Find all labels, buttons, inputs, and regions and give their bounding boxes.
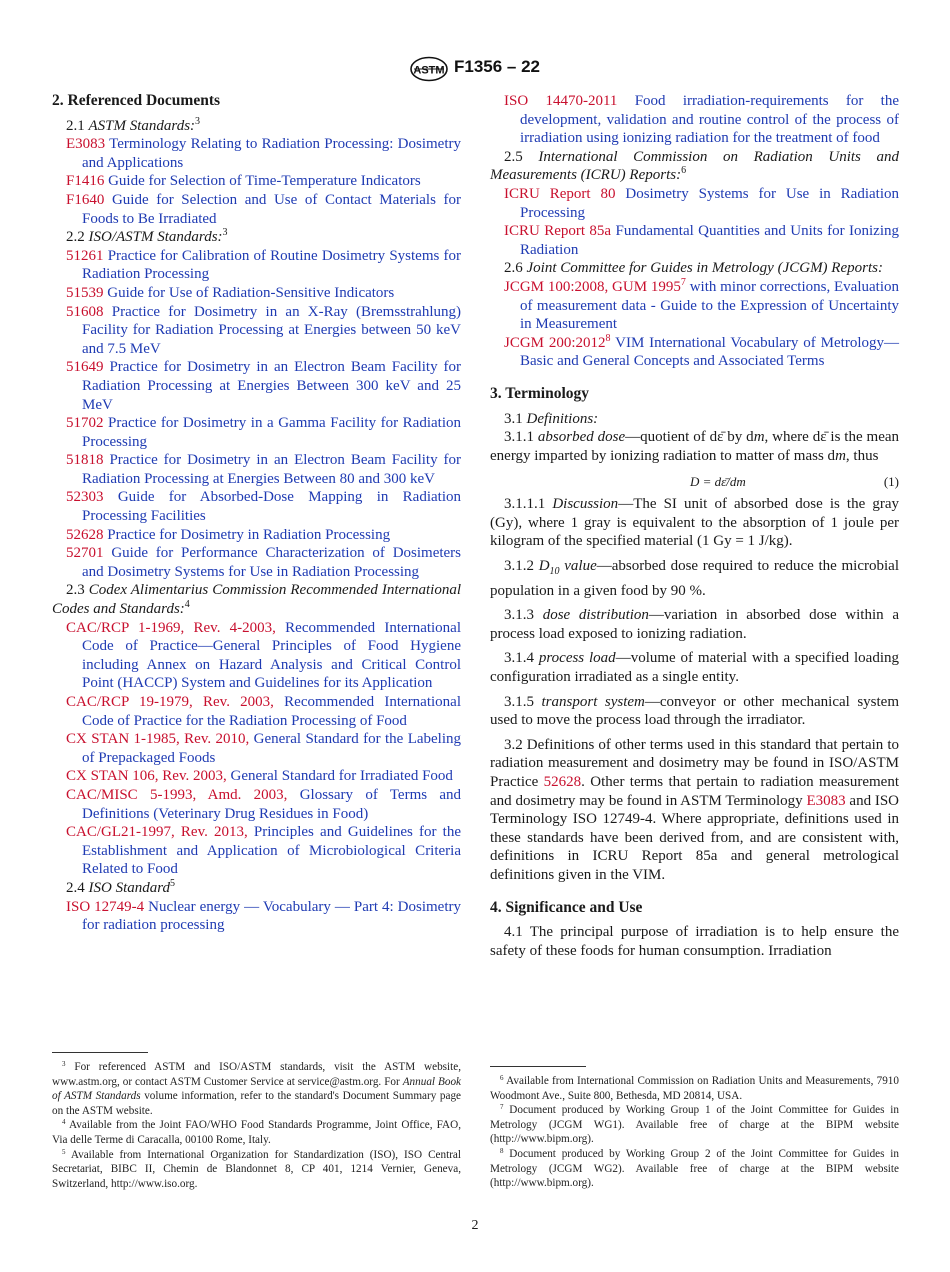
- footnote-7: $^7$ Document produced by Working Group 1 of the Joint Committee for Guides in Metrology (JCGM WG1). Available free of charge at the BIPM website (http://www.bipm.org).: [490, 1103, 899, 1146]
- reference-item[interactable]: 51818 Practice for Dosimetry in an Electron Beam Facility for Radiation Processing at Energies Between 80 and 300 keV: [66, 452, 461, 487]
- equation-1: [490, 469, 899, 493]
- reference-item[interactable]: 52701 Guide for Performance Characterization of Dosimeters and Dosimetry Systems for Use in Radiation Processing: [66, 545, 462, 580]
- page-number: 2: [471, 1218, 479, 1233]
- reference-item[interactable]: 51261 Practice for Calibration of Routine Dosimetry Systems for Radiation Processing: [66, 247, 462, 283]
- reference-item[interactable]: ICRU Report 85a Fundamental Quantities and Units for Ionizing Radiation: [504, 223, 900, 258]
- reference-item[interactable]: CX STAN 106, Rev. 2003, General Standard for Irradiated Food: [66, 768, 453, 785]
- footnote-6: $^6$ Available from International Commission on Radiation Units and Measurements, 7910 Woodmont Ave., Suite 800, Bethesda, MD 20814, USA.: [490, 1074, 899, 1102]
- svg-text:ASTM: ASTM: [413, 64, 445, 77]
- reference-item[interactable]: CAC/GL21-1997, Rev. 2013, Principles and Guidelines for the Establishment and Application of Microbiological Criteria Related to Food: [66, 824, 461, 878]
- footnote-4: $^4$ Available from the Joint FAO/WHO Food Standards Programme, Joint Office, FAO, Via delle Terme di Caracalla, 00100 Rome, Italy.: [52, 1118, 461, 1146]
- document-id: F1356 – 22: [454, 57, 541, 76]
- discussion-absorbed-dose: 3.1.1.1 Discussion—The SI unit of absorbed dose is the gray (Gy), where 1 gray is equivalent to the absorption of 1 joule per kilogram of the specified material (1 Gy = 1 J/kg).: [490, 496, 899, 550]
- reference-item[interactable]: ISO 12749-4 Nuclear energy — Vocabulary — Part 4: Dosimetry for radiation processing: [66, 898, 461, 934]
- left-column: [52, 92, 461, 935]
- subsection-2-4: 2.4 ISO Standard$^5$: [66, 877, 176, 896]
- section-2-heading: 2. Referenced Documents: [52, 92, 221, 109]
- reference-item[interactable]: CAC/RCP 19-1979, Rev. 2003, Recommended International Code of Practice for the Radiation Processing of Food: [66, 694, 462, 729]
- link-52628[interactable]: 52628: [543, 774, 582, 790]
- iso-astm-reference-list: [52, 247, 461, 582]
- subsection-2-1: 2.1 ASTM Standards:$^3$: [66, 115, 201, 134]
- reference-item[interactable]: JCGM 200:2012$^8$ VIM International Vocabulary of Metrology—Basic and General Concepts and Associated Terms: [504, 332, 899, 370]
- reference-item[interactable]: 51649 Practice for Dosimetry in an Electron Beam Facility for Radiation Processing at Energies Between 300 keV and 25 MeV: [66, 359, 461, 413]
- equation-number: (1): [883, 474, 899, 490]
- subsection-3-1: 3.1 Definitions:: [504, 410, 599, 427]
- link-e3083[interactable]: E3083: [806, 792, 846, 809]
- footnote-divider: [52, 1052, 148, 1053]
- section-4-heading: 4. Significance and Use: [490, 898, 643, 916]
- footnote-5: $^5$ Available from International Organization for Standardization (ISO), ISO Central Secretariat, BIBC II, Chemin de Blandonnet 8, CP 401, 1214 Vernier, Geneva, Switzerland, http://www.iso.org.: [52, 1147, 461, 1190]
- reference-item[interactable]: 51608 Practice for Dosimetry in an X-Ray (Bremsstrahlung) Facility for Radiation Processing at Energies between 50 keV and 7.5 MeV: [66, 303, 461, 357]
- subsection-2-3: 2.3 Codex Alimentarius Commission Recommended International Codes and Standards:$^4$: [52, 582, 461, 618]
- reference-item[interactable]: CAC/RCP 1-1969, Rev. 4-2003, Recommended International Code of Practice—General Principles of Food Hygiene including Annex on Hazard Analysis and Critical Control Point (HACCP) System and Guidelines for its Application: [66, 619, 462, 692]
- equation-formula: D = dε̄/dm: [690, 474, 746, 490]
- reference-item[interactable]: 52303 Guide for Absorbed-Dose Mapping in Radiation Processing Facilities: [66, 489, 461, 525]
- jcgm-reference-list: [490, 278, 899, 371]
- iso-reference-list: [52, 898, 461, 935]
- definition-d10-value: 3.1.2 $D_{10}$ value—absorbed dose required to reduce the microbial population in a given food by 90 %.: [490, 558, 899, 599]
- footnotes-right: [490, 1074, 899, 1191]
- definition-dose-distribution: 3.1.3 dose distribution—variation in absorbed dose within a process load exposed to ionizing radiation.: [490, 607, 899, 642]
- reference-item[interactable]: E3083 Terminology Relating to Radiation Processing: Dosimetry and Applications: [66, 136, 461, 171]
- reference-item[interactable]: F1416 Guide for Selection of Time-Temperature Indicators: [66, 173, 421, 190]
- right-column: [490, 92, 899, 960]
- subsection-2-5: 2.5 International Commission on Radiation Units and Measurements (ICRU) Reports:$^6$: [490, 148, 899, 184]
- footnote-3: $^3$ For referenced ASTM and ISO/ASTM standards, visit the ASTM website, www.astm.org, or contact ASTM Customer Service at service@astm.org. For Annual Book of ASTM Standards volume information, refer to the standard's Document Summary page on the ASTM website.: [52, 1060, 462, 1117]
- astm-logo-icon: [409, 56, 449, 82]
- reference-item[interactable]: CX STAN 1-1985, Rev. 2010, General Standard for the Labeling of Prepackaged Foods: [66, 731, 462, 766]
- section-3-heading: 3. Terminology: [490, 384, 590, 402]
- reference-item[interactable]: 51539 Guide for Use of Radiation-Sensitive Indicators: [66, 284, 395, 301]
- definition-process-load: 3.1.4 process load—volume of material with a specified loading configuration irradiated as a single entity.: [490, 650, 899, 686]
- reference-item[interactable]: 52628 Practice for Dosimetry in Radiation Processing: [66, 526, 391, 543]
- astm-reference-list: [52, 135, 461, 228]
- reference-item[interactable]: ICRU Report 80 Dosimetry Systems for Use in Radiation Processing: [504, 185, 900, 221]
- reference-item[interactable]: F1640 Guide for Selection and Use of Contact Materials for Foods to Be Irradiated: [66, 191, 461, 227]
- paragraph-4-1: 4.1 The principal purpose of irradiation is to help ensure the safety of these foods for human consumption. Irradiation: [490, 924, 899, 959]
- reference-item[interactable]: ISO 14470-2011 Food irradiation-requirements for the development, validation and routine control of the process of irradiation using ionizing radiation for the treatment of food: [504, 93, 900, 147]
- footnote-8: $^8$ Document produced by Working Group 2 of the Joint Committee for Guides in Metrology (JCGM WG2). Available free of charge at the BIPM website (http://www.bipm.org).: [490, 1146, 899, 1190]
- definition-transport-system: 3.1.5 transport system—conveyor or other mechanical system used to move the process load through the irradiator.: [490, 693, 900, 729]
- subsection-2-2: 2.2 ISO/ASTM Standards:$^3$: [66, 227, 228, 246]
- codex-reference-list: [52, 619, 461, 879]
- subsection-2-6: 2.6 Joint Committee for Guides in Metrology (JCGM) Reports:: [504, 260, 883, 277]
- reference-item[interactable]: CAC/MISC 5-1993, Amd. 2003, Glossary of Terms and Definitions (Veterinary Drug Residues in Food): [66, 786, 462, 822]
- reference-item[interactable]: JCGM 100:2008, GUM 1995$^7$ with minor corrections, Evaluation of measurement data - Guide to the Expression of Uncertainty in Measurement: [504, 276, 899, 333]
- icru-reference-list: [490, 185, 899, 259]
- paragraph-3-2: 3.2 Definitions of other terms used in this standard that pertain to radiation measurement and dosimetry may be found in ISO/ASTM Practice 52628. Other terms that pertain to radiation measurement and dosimetry may be found in ASTM Terminology E3083 and ISO Terminology ISO 12749-4. Where appropriate, definitions used in these standards have been derived from, and are consistent with, definitions in ICRU Report 85a and general metrological definitions given in the VIM.: [490, 736, 900, 883]
- page-header: [0, 56, 950, 84]
- reference-item[interactable]: 51702 Practice for Dosimetry in a Gamma Facility for Radiation Processing: [66, 415, 461, 450]
- definition-absorbed-dose: 3.1.1 absorbed dose—quotient of dε̄ by dm, where dε̄ is the mean energy imparted by ionizing radiation to matter of mass dm, thus: [490, 429, 900, 464]
- footnote-divider: [490, 1066, 586, 1067]
- footnotes-left: [52, 1060, 461, 1191]
